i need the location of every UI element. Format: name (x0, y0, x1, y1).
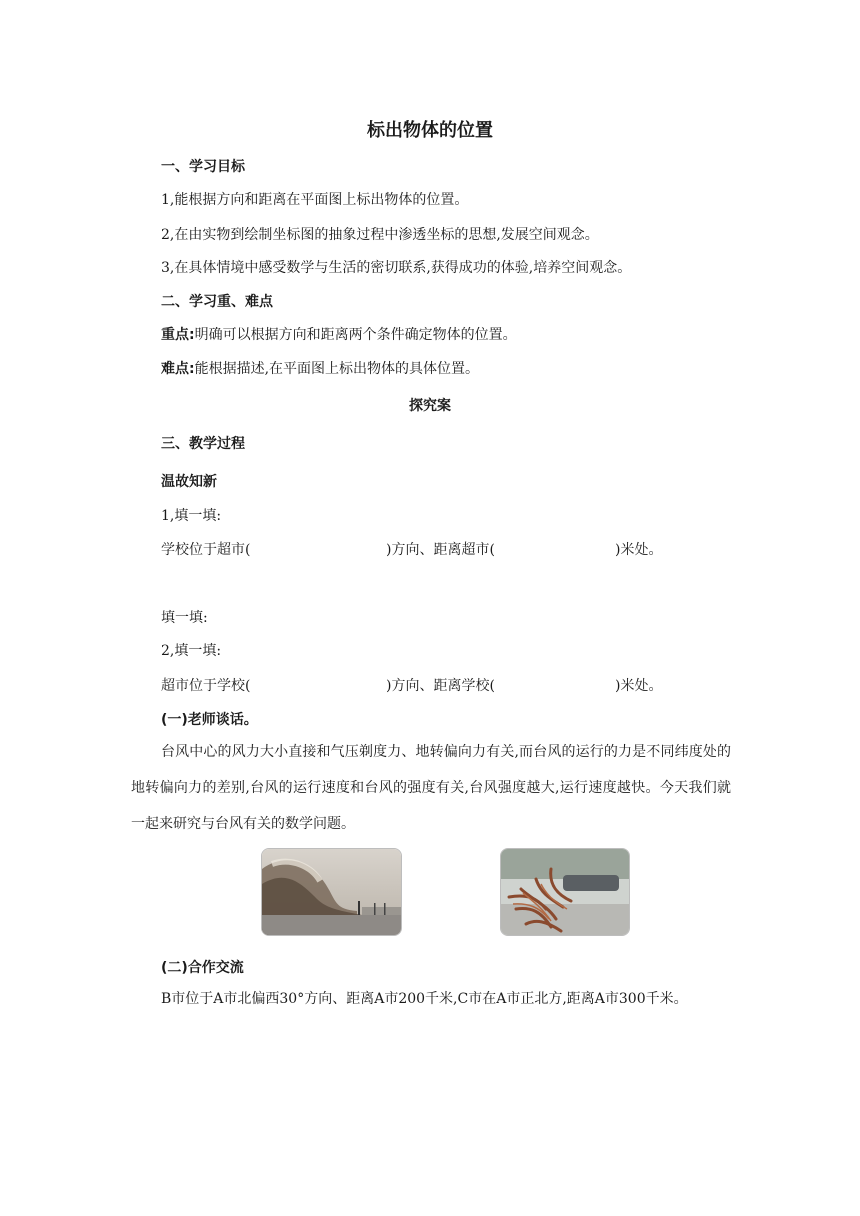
question-2-part2: )方向、距离学校( (386, 678, 495, 694)
key-point-label: 重点: (161, 327, 195, 343)
goal-item-3: 3,在具体情境中感受数学与生活的密切联系,获得成功的体验,培养空间观念。 (161, 260, 632, 276)
uprooted-tree-image (501, 849, 629, 935)
section-heading-goals: 一、学习目标 (161, 159, 245, 175)
storm-wave-photo (261, 848, 402, 936)
difficult-point-text: 能根据描述,在平面图上标出物体的具体位置。 (194, 361, 480, 377)
question-1-part3: )米处。 (615, 542, 663, 558)
question-1-part2: )方向、距离超市( (386, 542, 495, 558)
review-heading: 温故知新 (161, 474, 217, 490)
key-point-text: 明确可以根据方向和距离两个条件确定物体的位置。 (194, 327, 517, 343)
goal-item-2: 2,在由实物到绘制坐标图的抽象过程中渗透坐标的思想,发展空间观念。 (161, 227, 599, 243)
teacher-talk-paragraph: 台风中心的风力大小直接和气压剃度力、地转偏向力有关,而台风的运行的力是不同纬度处的地转偏向力的差别,台风的运行速度和台风的强度有关,台风强度越大,运行速度越快。今天我们就一起来研究与台风有关的数学问题。 (131, 744, 731, 832)
question-1-part1: 学校位于超市( (161, 542, 251, 558)
cooperation-heading: (二)合作交流 (161, 960, 244, 976)
question-2-part1: 超市位于学校( (161, 678, 251, 694)
goal-item-1: 1,能根据方向和距离在平面图上标出物体的位置。 (161, 192, 469, 208)
cooperation-paragraph: B市位于A市北偏西30°方向、距离A市200千米,C市在A市正北方,距离A市300千米。 (161, 991, 688, 1007)
question-2-part3: )米处。 (615, 678, 663, 694)
uprooted-tree-photo (500, 848, 630, 936)
question-1-label: 1,填一填: (161, 508, 222, 524)
fill-label: 填一填: (161, 610, 208, 626)
storm-wave-image (262, 849, 401, 935)
page-title: 标出物体的位置 (367, 120, 493, 141)
question-2-label: 2,填一填: (161, 643, 222, 659)
key-point (161, 325, 517, 345)
explore-title: 探究案 (409, 398, 451, 414)
difficult-point (161, 359, 479, 379)
section-heading-process: 三、教学过程 (161, 436, 245, 452)
difficult-point-label: 难点: (161, 361, 195, 377)
teacher-talk-heading: (一)老师谈话。 (161, 712, 258, 728)
section-heading-focus: 二、学习重、难点 (161, 294, 273, 310)
